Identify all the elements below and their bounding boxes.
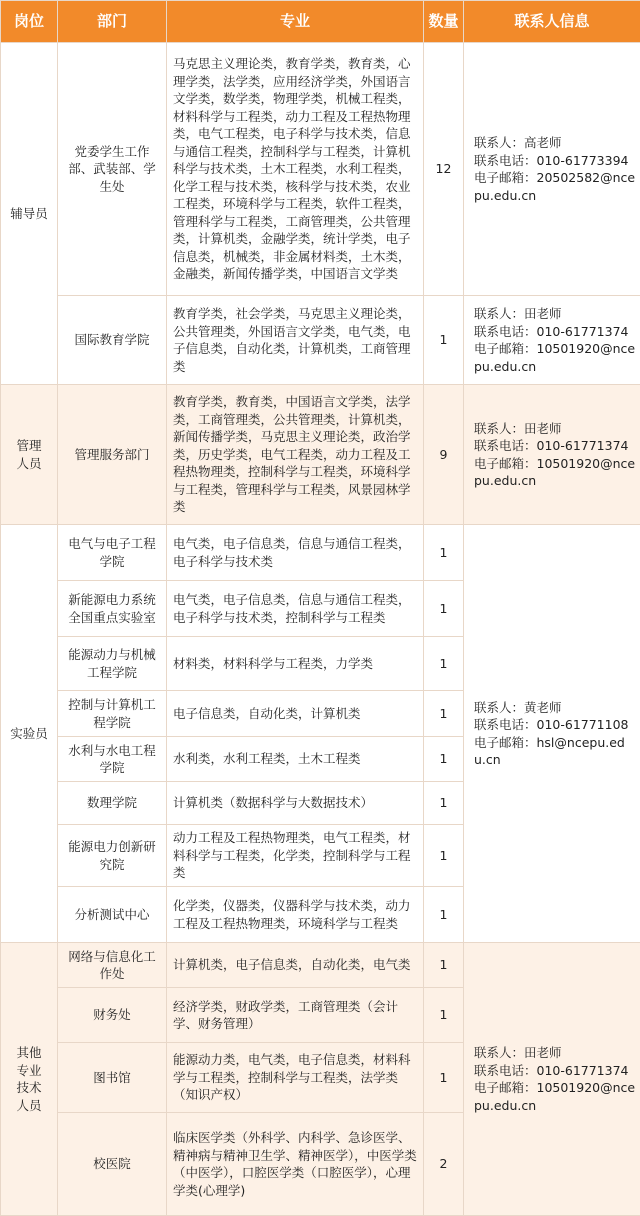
- table-row: [1, 385, 640, 525]
- major-cell: 水利类，水利工程类，土木工程类: [167, 737, 424, 782]
- table-header-row: [1, 1, 640, 43]
- department-cell: 财务处: [58, 988, 167, 1043]
- department-cell: 能源电力创新研究院: [58, 825, 167, 887]
- count-cell: 2: [424, 1113, 464, 1216]
- major-cell: 教育学类，教育类，中国语言文学类，法学类，工商管理类，公共管理类，计算机类，新闻传播学类，马克思主义理论类，政治学类，历史学类，电气工程类，动力工程及工程热物理类，控制科学与工程类，环境科学与工程类，管理科学与工程类，风景园林学类: [167, 385, 424, 525]
- table-row: [1, 525, 640, 581]
- major-cell: 化学类，仪器类，仪器科学与技术类，动力工程及工程热物理类，环境科学与工程类: [167, 887, 424, 943]
- department-cell: 分析测试中心: [58, 887, 167, 943]
- department-cell: 网络与信息化工作处: [58, 943, 167, 988]
- department-cell: 管理服务部门: [58, 385, 167, 525]
- department-cell: 数理学院: [58, 782, 167, 825]
- major-cell: 教育学类，社会学类，马克思主义理论类，公共管理类，外国语言文学类，电气类，电子信息类，自动化类，计算机类，工商管理类: [167, 296, 424, 385]
- department-cell: 党委学生工作部、武装部、学生处: [58, 43, 167, 296]
- contact-cell: 联系人：高老师 联系电话：010-61773394 电子邮箱：20502582@ncepu.edu.cn: [464, 43, 640, 296]
- department-cell: 控制与计算机工程学院: [58, 691, 167, 737]
- position-cell: 管理人员: [1, 385, 58, 525]
- contact-cell: 联系人：黄老师 联系电话：010-61771108 电子邮箱：hsl@ncepu.edu.cn: [464, 525, 640, 943]
- major-cell: 临床医学类（外科学、内科学、急诊医学、精神病与精神卫生学、精神医学），中医学类（中医学），口腔医学类（口腔医学），心理学类(心理学): [167, 1113, 424, 1216]
- major-cell: 动力工程及工程热物理类，电气工程类，材料科学与工程类，化学类，控制科学与工程类: [167, 825, 424, 887]
- department-cell: 国际教育学院: [58, 296, 167, 385]
- header-position: 岗位: [1, 1, 58, 43]
- count-cell: 1: [424, 296, 464, 385]
- count-cell: 1: [424, 887, 464, 943]
- contact-cell: 联系人：田老师 联系电话：010-61771374 电子邮箱：10501920@ncepu.edu.cn: [464, 943, 640, 1216]
- major-cell: 计算机类，电子信息类，自动化类，电气类: [167, 943, 424, 988]
- count-cell: 1: [424, 581, 464, 637]
- major-cell: 马克思主义理论类，教育学类，教育类，心理学类，法学类，应用经济学类，外国语言文学类，数学类，物理学类，机械工程类，材料科学与工程类，动力工程及工程热物理类，电气工程类，电子科学与技术类，信息与通信工程类，控制科学与工程类，计算机科学与技术类，土木工程类，水利工程类，化学工程与技术类，核科学与技术类，农业工程类，环境科学与工程类，软件工程类，管理科学与工程类，工商管理类，公共管理类，计算机类，金融学类，统计学类，电子信息类，机械类，非金属材料类，土木类，金融类，新闻传播学类，中国语言文学类: [167, 43, 424, 296]
- count-cell: 1: [424, 637, 464, 691]
- header-count: 数量: [424, 1, 464, 43]
- position-cell: 实验员: [1, 525, 58, 943]
- count-cell: 1: [424, 737, 464, 782]
- count-cell: 1: [424, 782, 464, 825]
- contact-cell: 联系人：田老师 联系电话：010-61771374 电子邮箱：10501920@ncepu.edu.cn: [464, 385, 640, 525]
- count-cell: 9: [424, 385, 464, 525]
- header-major: 专业: [167, 1, 424, 43]
- major-cell: 能源动力类，电气类，电子信息类，材料科学与工程类，控制科学与工程类，法学类（知识产权）: [167, 1043, 424, 1113]
- major-cell: 电气类，电子信息类，信息与通信工程类，电子科学与技术类，控制科学与工程类: [167, 581, 424, 637]
- department-cell: 校医院: [58, 1113, 167, 1216]
- major-cell: 计算机类（数据科学与大数据技术）: [167, 782, 424, 825]
- table-row: [1, 943, 640, 988]
- count-cell: 1: [424, 943, 464, 988]
- major-cell: 电子信息类，自动化类，计算机类: [167, 691, 424, 737]
- department-cell: 水利与水电工程学院: [58, 737, 167, 782]
- department-cell: 能源动力与机械工程学院: [58, 637, 167, 691]
- header-contact: 联系人信息: [464, 1, 640, 43]
- count-cell: 1: [424, 691, 464, 737]
- table-row: [1, 43, 640, 296]
- count-cell: 12: [424, 43, 464, 296]
- count-cell: 1: [424, 1043, 464, 1113]
- department-cell: 新能源电力系统全国重点实验室: [58, 581, 167, 637]
- department-cell: 图书馆: [58, 1043, 167, 1113]
- major-cell: 经济学类，财政学类，工商管理类（会计学、财务管理）: [167, 988, 424, 1043]
- major-cell: 电气类，电子信息类，信息与通信工程类，电子科学与技术类: [167, 525, 424, 581]
- position-cell: 其他专业技术人员: [1, 943, 58, 1216]
- contact-cell: 联系人：田老师 联系电话：010-61771374 电子邮箱：10501920@ncepu.edu.cn: [464, 296, 640, 385]
- count-cell: 1: [424, 988, 464, 1043]
- count-cell: 1: [424, 825, 464, 887]
- count-cell: 1: [424, 525, 464, 581]
- table-row: [1, 296, 640, 385]
- position-cell: 辅导员: [1, 43, 58, 385]
- major-cell: 材料类，材料科学与工程类，力学类: [167, 637, 424, 691]
- header-department: 部门: [58, 1, 167, 43]
- department-cell: 电气与电子工程学院: [58, 525, 167, 581]
